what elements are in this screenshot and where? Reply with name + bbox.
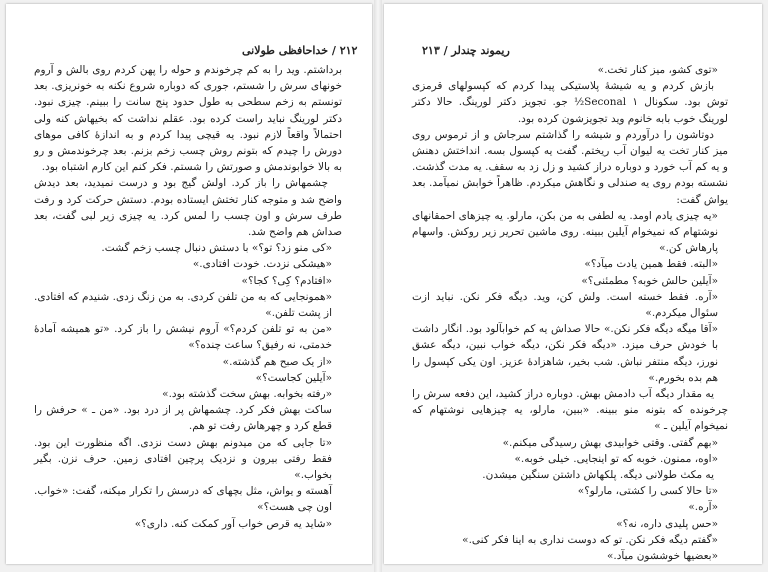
- dialogue-line: آهسته و یواش، مثل بچهای که درسش را تکرار میکنه، گفت: «خواب. اون چی هست؟»: [34, 485, 332, 514]
- dialogue-line: «بعضیها خوششون میآد.»: [606, 550, 718, 563]
- dialogue-line: «من به تو تلفن کردم؟» آروم نیشش را باز کرد. «تو همیشه آمادهٔ خدمتی، نه رفیق؟ ساعت چنده؟»: [34, 323, 332, 352]
- dialogue-line: «رفته بخوابه. بهش سخت گذشته بود.»: [162, 388, 332, 401]
- dialogue-line: «تا حالا کسی را کشتی، مارلو؟»: [577, 485, 718, 498]
- dialogue-line: «آره. فقط خسته است. ولش کن، وید. دیگه فکر نکن. نباید ازت سئوال میکردم.»: [412, 290, 718, 320]
- dialogue-line: «آره.»: [688, 501, 718, 514]
- dialogue-line: «حس پلیدی داره، نه؟»: [616, 517, 718, 530]
- dialogue-line: «شاید یه قرص خواب آور کمکت کنه. داری؟»: [134, 517, 332, 530]
- dialogue-line: «توی کشو، میز کنار تخت.»: [597, 64, 718, 76]
- dialogue-line: «تا جایی که من میدونم بهش دست نزدی. اگه منظورت این بود. فقط رفتی بیرون و نزدیک پرچین افتادی زمین. حرف نزن. بگیر بخواب.»: [34, 436, 332, 482]
- page-body: [412, 62, 728, 564]
- dialogue-line: «آیلین حالش خوبه؟ مطمئنی؟»: [581, 274, 718, 287]
- dialogue-line: «اوه، ممنون. خوبه که تو اینجایی. خیلی خوبه.»: [514, 452, 718, 465]
- paragraph: چشمهاش را باز کرد. اولش گیج بود و درست نمیدید، بعد دیدش واضح شد و متوجه کنار تختش ایستاده بودم. دستش حرکت کرد و رفت طرف سرش و اون چسب را لمس کرد. یه چیزی زیر لبی گفت، بعد صداش هم واضح شد.: [34, 177, 342, 239]
- dialogue-line: «همونجایی که به من تلفن کردی. به من زنگ زدی. شنیدم که افتادی. از پشت تلفن.»: [34, 290, 332, 320]
- dialogue-line: «بهم گفتی. وقتی خوابیدی بهش رسیدگی میکنم.»: [502, 436, 718, 449]
- left-page: [6, 4, 372, 564]
- dialogue-line: «کی منو زد؟ تو؟» با دستش دنبال چسب زخم گشت.: [101, 242, 332, 255]
- paragraph: برداشتم. وید را به کم چرخوندم و حوله را پهن کردم روی بالش و آروم خونهای سرش را شستم، جوری که دوباره شروع نکنه به خونریزی. بعد تونستم به زخم سطحی به طول حدود پنج سانت را ببینم. چیزی نبود. دکتر لورینگ نباید راست کرده بود. عقلم نداشت که بخیهاش کنه ولی احتمالاً واقعاً لازم نبود. یه قیچی پیدا کردم و به اندازهٔ کافی موهای دورش را چیدم که بتونم روش چسب زخم بزنم. بعد چرخوندمش و رو به بالا خوابوندمش و صورتش را شستم. فکر کنم این کارم اشتباه بود.: [34, 64, 342, 174]
- book-gutter: [374, 0, 382, 572]
- page-header: ۲۱۲ / خداحافظی طولانی: [242, 44, 358, 57]
- dialogue-line: «البته. فقط همین یادت میآد؟»: [584, 258, 718, 271]
- paragraph: یه مقدار دیگه آب دادمش بهش. دوباره دراز کشید، این دفعه سرش را چرخونده که بتونه منو ببینه. «ببین، مارلو، یه چیزهایی نوشتهام که نمیخوام آیلین ـ »: [412, 388, 728, 433]
- right-page: [384, 4, 762, 564]
- page-header: ریموند چندلر / ۲۱۳: [422, 44, 510, 57]
- dialogue-line: «از یک صبح هم گذشته.»: [222, 355, 332, 368]
- dialogue-line: «آیلین کجاست؟»: [255, 371, 332, 384]
- dialogue-line: «گفتم دیگه فکر نکن. تو که دوست نداری به اینا فکر کنی.»: [462, 533, 718, 546]
- paragraph: دوتاشون را درآوردم و شیشه را گذاشتم سرجاش و از ترموس روی میز کنار تخت یه لیوان آب ریختم. گفت یه کپسول بسه. انداختش دهنش و یه کم آب خورد و دوباره دراز کشید و زل زد به سقف. یه مدت گذشت. نشسته بودم روی یه صندلی و نگاهش میکردم. ظاهراً خوابش نمیآمد. بعد یواش گفت:: [412, 128, 728, 206]
- dialogue-line: ساکت بهش فکر کرد. چشمهاش پر از درد بود. «من ـ » حرفش را قطع کرد و چهرهاش رفت تو هم.: [34, 404, 332, 433]
- paragraph: یه مکث طولانی دیگه. پلکهاش داشتن سنگین میشدن.: [482, 469, 714, 482]
- dialogue-line: «هیشکی نزدت. خودت افتادی.»: [192, 258, 332, 271]
- dialogue-line: «آقا میگه دیگه فکر نکن.» حالا صداش یه کم خوابآلود بود. انگار داشت با خودش حرف میزد. «دیگه فکر نکن، دیگه خواب نبین، دیگه عشق نورز، دیگه منتفر نباش. شب بخیر، شاهزادهٔ عزیز. اون یکی کپسول را هم بده بخورم.»: [412, 323, 718, 384]
- dialogue-line: «یه چیزی یادم اومد. یه لطفی به من بکن، مارلو. یه چیزهای احمقانهای نوشتهام که نمیخوام آیلین ببینه. روی ماشین تحریر زیر روکش. واسهام پارهاش کن.»: [412, 209, 718, 255]
- paragraph: بازش کردم و یه شیشهٔ پلاستیکی پیدا کردم که کپسولهای قرمزی توش بود. سکونال Seconal ۱½ جو. تجویز دکتر لورینگ. حالا دکتر لورینگ خوب بابه خانوم وید تجویزشون کرده بود.: [412, 80, 729, 125]
- dialogue-line: «افتادم؟ کِی؟ کجا؟»: [241, 274, 332, 287]
- page-body: [34, 62, 342, 532]
